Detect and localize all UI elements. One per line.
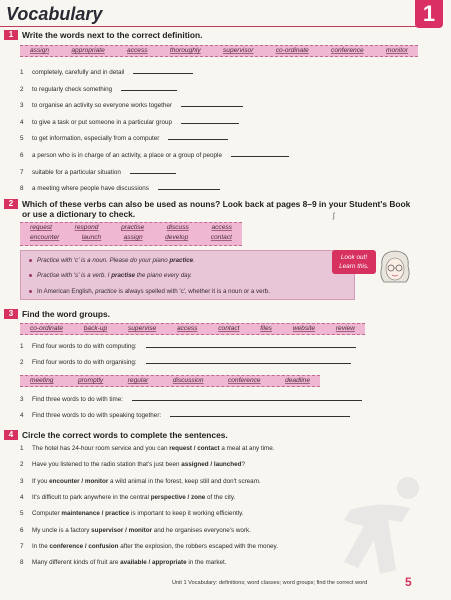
word-box-word: assign: [123, 234, 143, 241]
answer-blank[interactable]: [146, 358, 351, 364]
sentence-start: If you: [32, 477, 50, 485]
word-box-word: website: [292, 325, 316, 332]
sentence-end: after the explosion, the robbers escaped with the money.: [118, 542, 278, 550]
item-text: to give a task or put someone in a particular group: [32, 118, 173, 126]
sentence-item: [20, 461, 245, 468]
item-text: completely, carefully and in detail: [32, 69, 125, 76]
item-text: to get information, especially from a computer: [32, 135, 160, 143]
item-number: 3: [20, 477, 24, 485]
list-item: [20, 168, 176, 176]
bullet-icon: [29, 274, 32, 277]
exercise-instruction: Write the words next to the correct definition.: [22, 30, 203, 40]
item-number: 2: [20, 359, 24, 366]
word-box-word: supervisor: [223, 47, 254, 54]
exercise-2-heading: [4, 199, 424, 219]
sentence-start: My uncle is a factory: [32, 526, 92, 534]
exercise-number: 3: [4, 309, 18, 319]
unit-badge: 1: [415, 0, 443, 28]
exercise-1-heading: [4, 30, 424, 40]
word-choice[interactable]: encounter / monitor: [49, 477, 109, 485]
item-text: Find four words to do with organising:: [32, 359, 137, 366]
answer-blank[interactable]: [168, 134, 228, 140]
word-choice[interactable]: request / contact: [169, 445, 220, 452]
list-item: [20, 395, 362, 403]
sentence-text: [32, 559, 227, 566]
info-example: I: [107, 272, 112, 279]
item-number: 7: [20, 542, 24, 550]
word-box-1: [20, 45, 418, 57]
info-box: [20, 250, 355, 300]
sentence-item: [20, 510, 244, 517]
list-item: [20, 358, 351, 366]
item-number: 6: [20, 152, 24, 159]
sentence-item: [20, 445, 275, 452]
item-text: suitable for a particular situation: [32, 168, 121, 176]
item-number: 3: [20, 102, 24, 110]
item-number: 1: [20, 445, 24, 452]
item-number: 2: [20, 85, 24, 93]
sentence-text: [32, 494, 235, 501]
exercise-instruction: Find the word groups.: [22, 309, 110, 319]
info-line-2: [29, 272, 192, 279]
info-suffix: is always spelled with 'c', whether it is a noun or a verb.: [116, 288, 270, 295]
word-box-word: co-ordinate: [30, 325, 63, 332]
info-example-bold: practise: [111, 272, 135, 279]
word-box-word: meeting: [30, 377, 54, 384]
page-number: 5: [405, 575, 412, 589]
sentence-end: in the market.: [186, 559, 227, 567]
word-box-word: launch: [81, 234, 102, 241]
item-text: to regularly check something: [32, 85, 113, 93]
item-text: Find three words to do with time:: [32, 396, 123, 403]
word-box-word: encounter: [30, 234, 60, 241]
item-number: 6: [20, 526, 24, 534]
word-box-row: [20, 46, 418, 56]
list-item: [20, 118, 239, 126]
item-text: Find three words to do with speaking together:: [32, 412, 162, 419]
sentence-start: Many different kinds of fruit are: [32, 559, 121, 567]
item-number: 4: [20, 493, 24, 501]
list-item: [20, 68, 193, 76]
bullet-icon: [29, 290, 32, 293]
word-box-word: co-ordinate: [275, 47, 309, 54]
item-number: 5: [20, 510, 24, 518]
answer-blank[interactable]: [130, 168, 176, 174]
sentence-end: a meal at any time.: [219, 445, 275, 452]
word-box-row: [20, 233, 242, 243]
word-box-word: assign: [30, 47, 50, 54]
list-item: [20, 184, 220, 192]
info-text: Practice with 'c' is a noun.: [37, 257, 110, 264]
word-choice[interactable]: assigned / launched: [181, 461, 242, 469]
item-number: 1: [20, 343, 24, 350]
sentence-text: [32, 510, 244, 517]
answer-blank[interactable]: [133, 68, 193, 74]
sentence-text: [32, 527, 251, 534]
word-box-word: contact: [210, 234, 232, 241]
answer-blank[interactable]: [181, 118, 239, 124]
sentence-end: is important to keep it working efficiently.: [129, 510, 244, 518]
list-item: [20, 85, 177, 93]
word-box-word: access: [127, 47, 148, 54]
sentence-text: [32, 461, 245, 468]
sentence-end: of the city.: [205, 493, 236, 501]
bullet-icon: [29, 259, 32, 262]
sentence-text: [32, 478, 261, 485]
instruction-line-2: or use a dictionary to check.: [22, 209, 136, 219]
sentence-item: [20, 494, 235, 501]
word-box-word: files: [260, 325, 272, 332]
word-box-word: contact: [218, 325, 240, 332]
word-box-word: discussion: [172, 377, 204, 384]
sentence-text: [32, 543, 278, 550]
answer-blank[interactable]: [158, 184, 220, 190]
sentence-start: Computer: [32, 510, 62, 518]
watermark-figure-icon: [330, 470, 440, 580]
word-box-word: supervise: [127, 325, 157, 332]
header-divider: [0, 26, 420, 27]
word-box-word: request: [30, 224, 52, 231]
word-box-2: [20, 222, 242, 246]
answer-blank[interactable]: [170, 411, 350, 417]
word-box-word: review: [335, 325, 355, 332]
word-box-row: [20, 223, 242, 233]
word-choice[interactable]: supervisor / monitor: [91, 526, 153, 534]
answer-blank[interactable]: [132, 395, 362, 401]
info-example-bold: practice: [169, 257, 194, 264]
answer-blank[interactable]: [121, 85, 177, 91]
look-out-callout: [332, 250, 376, 274]
info-text: Practise with 's' is a verb.: [37, 272, 108, 279]
word-box-word: practise: [121, 224, 145, 231]
sentence-item: [20, 478, 261, 485]
sentence-start: Have you listened to the radio station that's just been: [32, 461, 182, 469]
item-number: 7: [20, 168, 24, 176]
word-choice[interactable]: perspective / zone: [150, 493, 206, 501]
item-number: 4: [20, 118, 24, 126]
exercise-4-heading: [4, 430, 424, 440]
word-box-word: conference: [331, 47, 364, 54]
info-text: In American English,: [37, 288, 96, 295]
item-text: to organise an activity so everyone works together: [32, 102, 173, 110]
info-suffix: .: [193, 257, 195, 264]
cursor-icon: ʃ: [333, 213, 335, 220]
sentence-text: [32, 445, 275, 452]
item-number: 2: [20, 461, 24, 469]
footer-text: Unit 1 Vocabulary: definitions; word classes; word groups; find the correct word: [172, 580, 368, 586]
answer-blank[interactable]: [231, 151, 289, 157]
item-text: a meeting where people have discussions: [32, 185, 149, 193]
word-box-word: respond: [74, 224, 99, 231]
lookout-line-1: Look out!: [340, 254, 368, 261]
sentence-item: [20, 543, 278, 550]
word-box-word: thoroughly: [169, 47, 201, 54]
answer-blank[interactable]: [146, 342, 356, 348]
word-box-word: conference: [227, 377, 261, 384]
sentence-end: a wild animal in the forest, keep still and don't scream.: [108, 477, 261, 485]
exercise-3-heading: [4, 309, 424, 319]
word-choice[interactable]: available / appropriate: [120, 559, 187, 567]
item-number: 4: [20, 412, 24, 419]
list-item: [20, 101, 243, 109]
list-item: [20, 411, 350, 419]
word-box-word: back-up: [83, 325, 108, 332]
item-text: Find four words to do with computing:: [32, 343, 137, 350]
exercise-number: 4: [4, 430, 18, 440]
exercise-number: 2: [4, 199, 18, 209]
exercise-instruction: Circle the correct words to complete the sentences.: [22, 430, 228, 440]
item-number: 5: [20, 135, 24, 143]
item-text: a person who is in charge of an activity, a place or a group of people: [32, 152, 222, 159]
list-item: [20, 134, 228, 142]
word-box-word: discuss: [166, 224, 189, 231]
lookout-line-2: Learn this.: [339, 263, 369, 270]
answer-blank[interactable]: [181, 101, 243, 107]
word-box-3b: [20, 375, 320, 387]
word-box-word: access: [211, 224, 232, 231]
teacher-face-icon: [378, 248, 412, 288]
sentence-end: ?: [241, 461, 245, 469]
list-item: [20, 151, 289, 159]
sentence-item: [20, 559, 227, 566]
word-box-row: [20, 324, 365, 334]
info-example: Please do your piano: [109, 257, 170, 264]
word-box-word: monitor: [385, 47, 408, 54]
sentence-end: and he organises everyone's work.: [152, 526, 251, 534]
instruction-line-1: Which of these verbs can also be used as nouns? Look back at pages 8–9 in your Student's Book: [22, 199, 411, 209]
list-item: [20, 342, 356, 350]
info-example: practice: [95, 288, 117, 295]
page-title: Vocabulary: [6, 4, 103, 24]
item-number: 8: [20, 185, 24, 193]
exercise-number: 1: [4, 30, 18, 40]
word-box-3a: [20, 323, 365, 335]
word-box-word: appropriate: [71, 47, 105, 54]
word-choice[interactable]: conference / confusion: [49, 542, 119, 550]
info-suffix: the piano every day.: [134, 272, 192, 279]
sentence-start: In the: [32, 542, 50, 550]
info-line-1: [29, 257, 195, 264]
item-number: 3: [20, 396, 24, 403]
item-number: 1: [20, 69, 24, 76]
exercise-instruction: [22, 199, 410, 219]
word-box-word: promptly: [77, 377, 104, 384]
sentence-start: It's difficult to park anywhere in the central: [32, 493, 151, 501]
word-box-word: develop: [165, 234, 189, 241]
word-choice[interactable]: maintenance / practice: [61, 510, 130, 518]
word-box-row: [20, 376, 320, 386]
word-box-word: deadline: [285, 377, 310, 384]
info-line-3: [29, 288, 270, 295]
item-number: 8: [20, 559, 24, 567]
sentence-item: [20, 527, 251, 534]
sentence-start: The hotel has 24-hour room service and you can: [32, 445, 170, 452]
word-box-word: regular: [127, 377, 149, 384]
word-box-word: access: [176, 325, 198, 332]
